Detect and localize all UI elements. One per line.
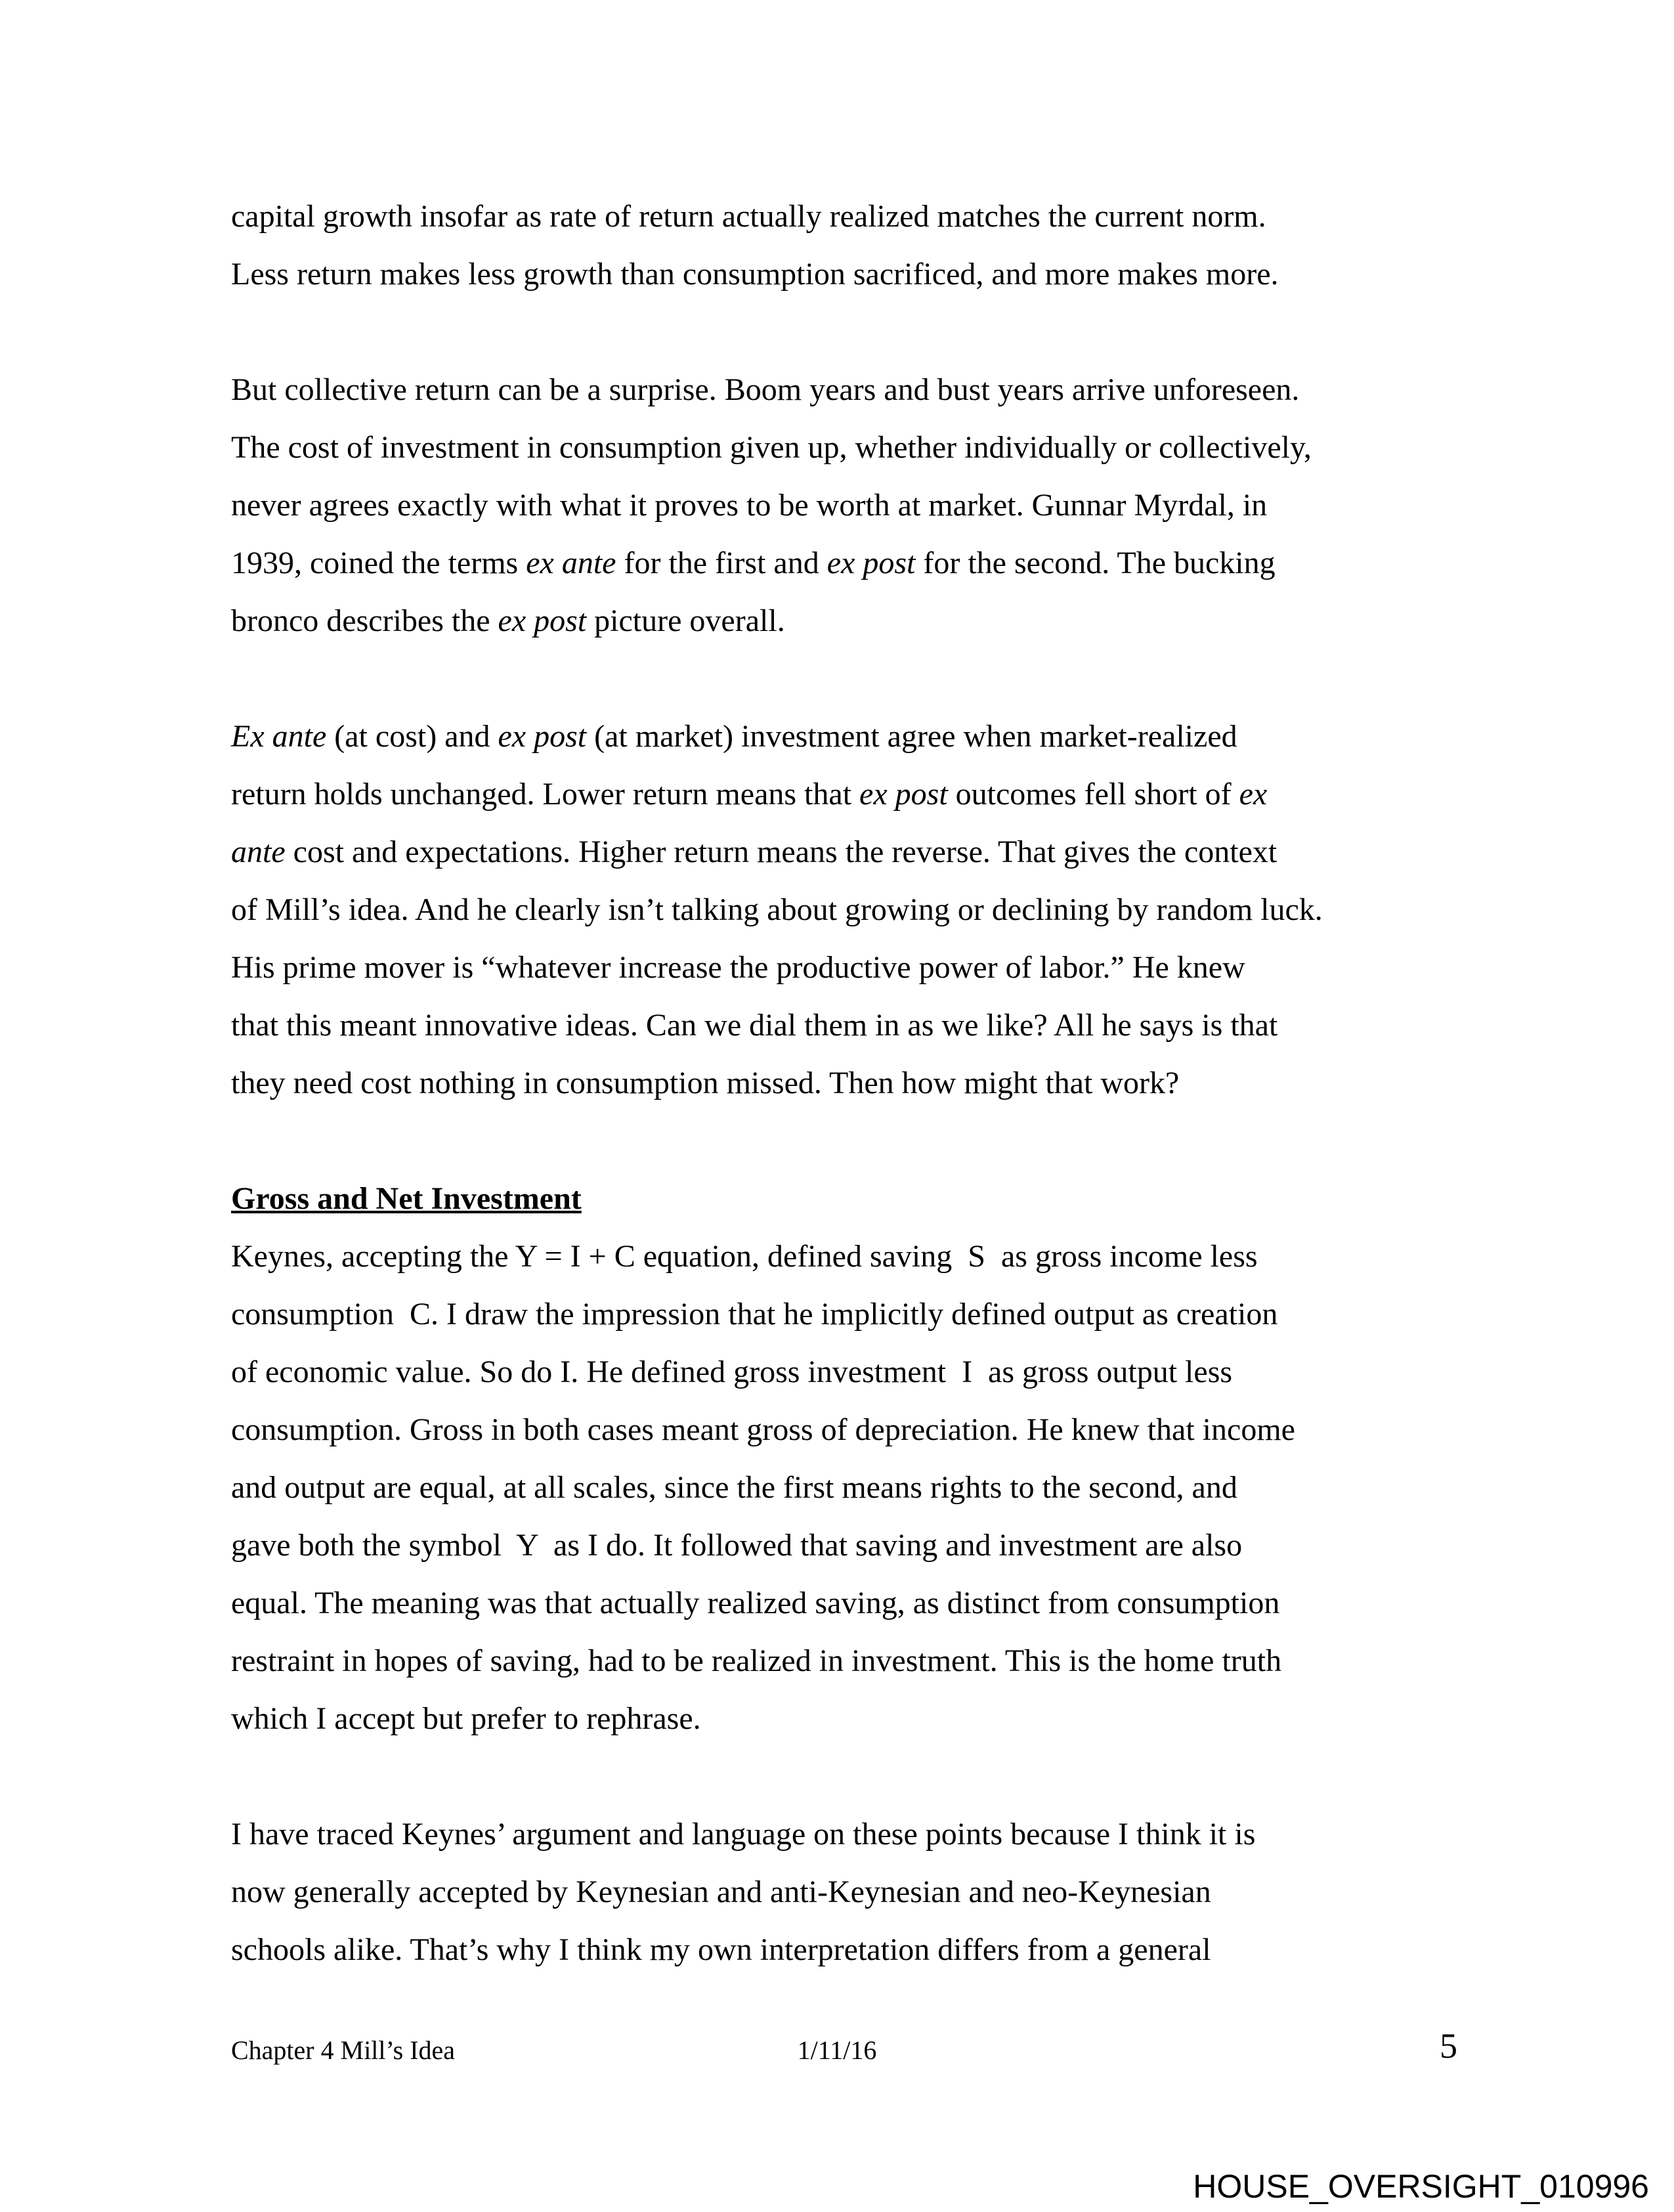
- paragraph: [231, 1228, 1465, 1748]
- bates-stamp: HOUSE_OVERSIGHT_010996: [1193, 2168, 1649, 2205]
- page-body: [231, 188, 1465, 2037]
- text-line: equal. The meaning was that actually realized saving, as distinct from consumption: [231, 1586, 1280, 1620]
- text-line: capital growth insofar as rate of return actually realized matches the current norm.: [231, 199, 1266, 234]
- text-line: Ex ante (at cost) and ex post (at market) investment agree when market-realized: [231, 719, 1237, 754]
- text-line: schools alike. That’s why I think my own interpretation differs from a general: [231, 1932, 1211, 1967]
- text-line: of Mill’s idea. And he clearly isn’t talking about growing or declining by random luck.: [231, 892, 1323, 927]
- footer-date: 1/11/16: [797, 2035, 877, 2065]
- paragraph: [231, 188, 1465, 303]
- paragraph: [231, 708, 1465, 1112]
- text-line: now generally accepted by Keynesian and anti-Keynesian and neo-Keynesian: [231, 1875, 1211, 1909]
- text-line: and output are equal, at all scales, since the first means rights to the second, and: [231, 1470, 1237, 1505]
- text-line: ante cost and expectations. Higher return means the reverse. That gives the context: [231, 835, 1277, 869]
- text-line: Keynes, accepting the Y = I + C equation, defined saving S as gross income less: [231, 1239, 1258, 1274]
- footer-page-number: 5: [1440, 2026, 1457, 2066]
- section-heading: Gross and Net Investment: [231, 1181, 582, 1216]
- paragraph: [231, 1806, 1465, 1979]
- text-line: But collective return can be a surprise. Boom years and bust years arrive unforeseen.: [231, 372, 1300, 407]
- paragraph: [231, 361, 1465, 650]
- text-line: restraint in hopes of saving, had to be realized in investment. This is the home truth: [231, 1643, 1282, 1678]
- text-line: I have traced Keynes’ argument and language on these points because I think it is: [231, 1817, 1256, 1852]
- text-line: which I accept but prefer to rephrase.: [231, 1701, 701, 1736]
- text-line: bronco describes the ex post picture overall.: [231, 603, 785, 638]
- text-line: The cost of investment in consumption given up, whether individually or collectively,: [231, 430, 1312, 465]
- text-line: Less return makes less growth than consumption sacrificed, and more makes more.: [231, 257, 1279, 292]
- text-line: gave both the symbol Y as I do. It followed that saving and investment are also: [231, 1528, 1243, 1563]
- text-line: that this meant innovative ideas. Can we dial them in as we like? All he says is that: [231, 1008, 1278, 1043]
- text-line: consumption. Gross in both cases meant gross of depreciation. He knew that income: [231, 1412, 1295, 1447]
- footer-chapter-label: Chapter 4 Mill’s Idea: [231, 2035, 456, 2065]
- text-line: they need cost nothing in consumption missed. Then how might that work?: [231, 1066, 1180, 1100]
- text-line: return holds unchanged. Lower return means that ex post outcomes fell short of ex: [231, 777, 1268, 812]
- text-line: His prime mover is “whatever increase the productive power of labor.” He knew: [231, 950, 1245, 985]
- text-line: 1939, coined the terms ex ante for the first and ex post for the second. The bucking: [231, 546, 1276, 580]
- text-line: consumption C. I draw the impression that he implicitly defined output as creation: [231, 1297, 1278, 1332]
- text-line: of economic value. So do I. He defined gross investment I as gross output less: [231, 1355, 1233, 1389]
- text-line: never agrees exactly with what it proves to be worth at market. Gunnar Myrdal, in: [231, 488, 1268, 523]
